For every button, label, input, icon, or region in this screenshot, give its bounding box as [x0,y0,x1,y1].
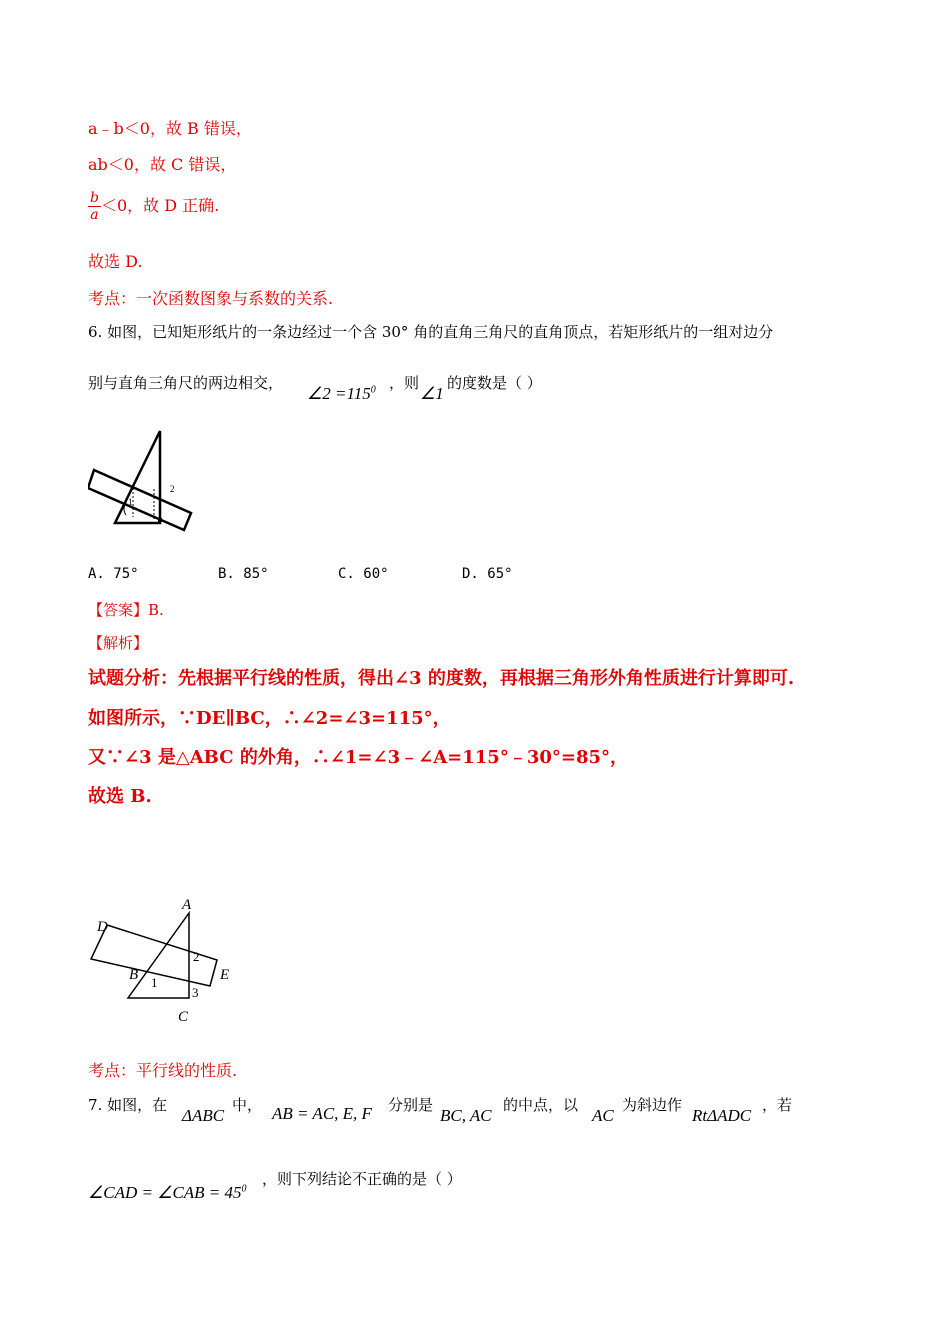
q7-text-d: 的中点，以 [503,1096,579,1114]
q7-text-a: 7. 如图，在 [88,1096,168,1114]
q6-angle2-eq [307,384,376,404]
fraction-numerator: b [90,190,99,206]
fig2-label-E: E [220,967,230,983]
q6-angle2-text: ∠2 =115 [307,384,371,403]
fig1-rectangle [88,470,191,530]
option-d: D. 65° [462,566,513,582]
analysis-line-1: 试题分析：先根据平行线的性质，得出∠3 的度数，再根据三角形外角性质进行计算即可. [88,668,795,689]
q7-math-rt: RtΔADC [692,1106,752,1125]
q6-line-2c: 的度数是（ ） [447,374,542,392]
fig2-label-2: 2 [193,949,200,964]
analysis-line-3: 又∵∠3 是△ABC 的外角，∴∠1=∠3﹣∠A=115°﹣30°=85°， [88,747,628,768]
q7-text-c: 分别是 [388,1096,434,1114]
fig1-label-1: 1 [128,497,133,507]
option-b: B. 85° [218,566,269,582]
q7-math-triangle: ΔABC [182,1106,225,1125]
fig2-label-C: C [178,1009,189,1025]
fig2-label-3: 3 [192,985,199,1000]
analysis-line-4: 故选 B. [88,786,152,807]
kaodian-2: 考点：平行线的性质. [88,1061,238,1080]
q7-degree-sup: 0 [241,1183,247,1195]
q7-text-f: ，若 [762,1096,793,1114]
q6-degree-sup: 0 [370,384,376,396]
q6-angle1: ∠1 [420,384,444,403]
q7-math-ab-ac: AB = AC, E, F [272,1104,372,1123]
q7-text-b: 中， [232,1096,263,1114]
solution-line-3 [88,190,219,223]
solution-line-2: ab＜0，故 C 错误， [88,155,237,174]
q6-line-2b: ，则 [389,374,420,392]
fraction-denominator: a [90,207,99,223]
q6-line-1: 6. 如图，已知矩形纸片的一条边经过一个含 30° 角的直角三角尺的直角顶点，若矩形纸片的一组对边分 [88,323,774,341]
solution-line-3-text: ＜0，故 D 正确. [100,196,220,215]
option-a: A. 75° [88,566,139,582]
q7-text-g: ，则下列结论不正确的是（ ） [262,1170,462,1188]
fig2-label-D: D [97,919,108,935]
fig2-label-1: 1 [151,975,158,990]
q6-line-2a: 别与直角三角尺的两边相交， [88,374,284,392]
analysis-title: 【解析】 [88,634,149,652]
figure-2 [85,893,245,1025]
answer-label: 【答案】B. [88,601,164,619]
solution-line-4: 故选 D. [88,252,143,271]
fig2-label-A: A [182,897,192,913]
fraction-b-over-a [88,190,101,223]
fig2-triangle [128,913,189,998]
kaodian-1: 考点：一次函数图象与系数的关系. [88,289,334,308]
option-c: C. 60° [338,566,389,582]
fig1-vertex-dot [158,518,162,522]
analysis-line-2: 如图所示，∵DE∥BC，∴∠2=∠3=115°， [88,708,451,729]
q7-math-ac: AC [592,1106,614,1125]
q7-math-angles [88,1183,247,1203]
fig1-label-2: 2 [170,484,175,494]
figure-1 [88,425,200,535]
q7-angles-text: ∠CAD = ∠CAB = 45 [88,1183,242,1202]
fig2-label-B: B [129,967,139,983]
q7-text-e: 为斜边作 [622,1096,683,1114]
q7-math-bc-ac: BC, AC [440,1106,492,1125]
solution-line-1: a﹣b＜0，故 B 错误， [88,119,252,138]
